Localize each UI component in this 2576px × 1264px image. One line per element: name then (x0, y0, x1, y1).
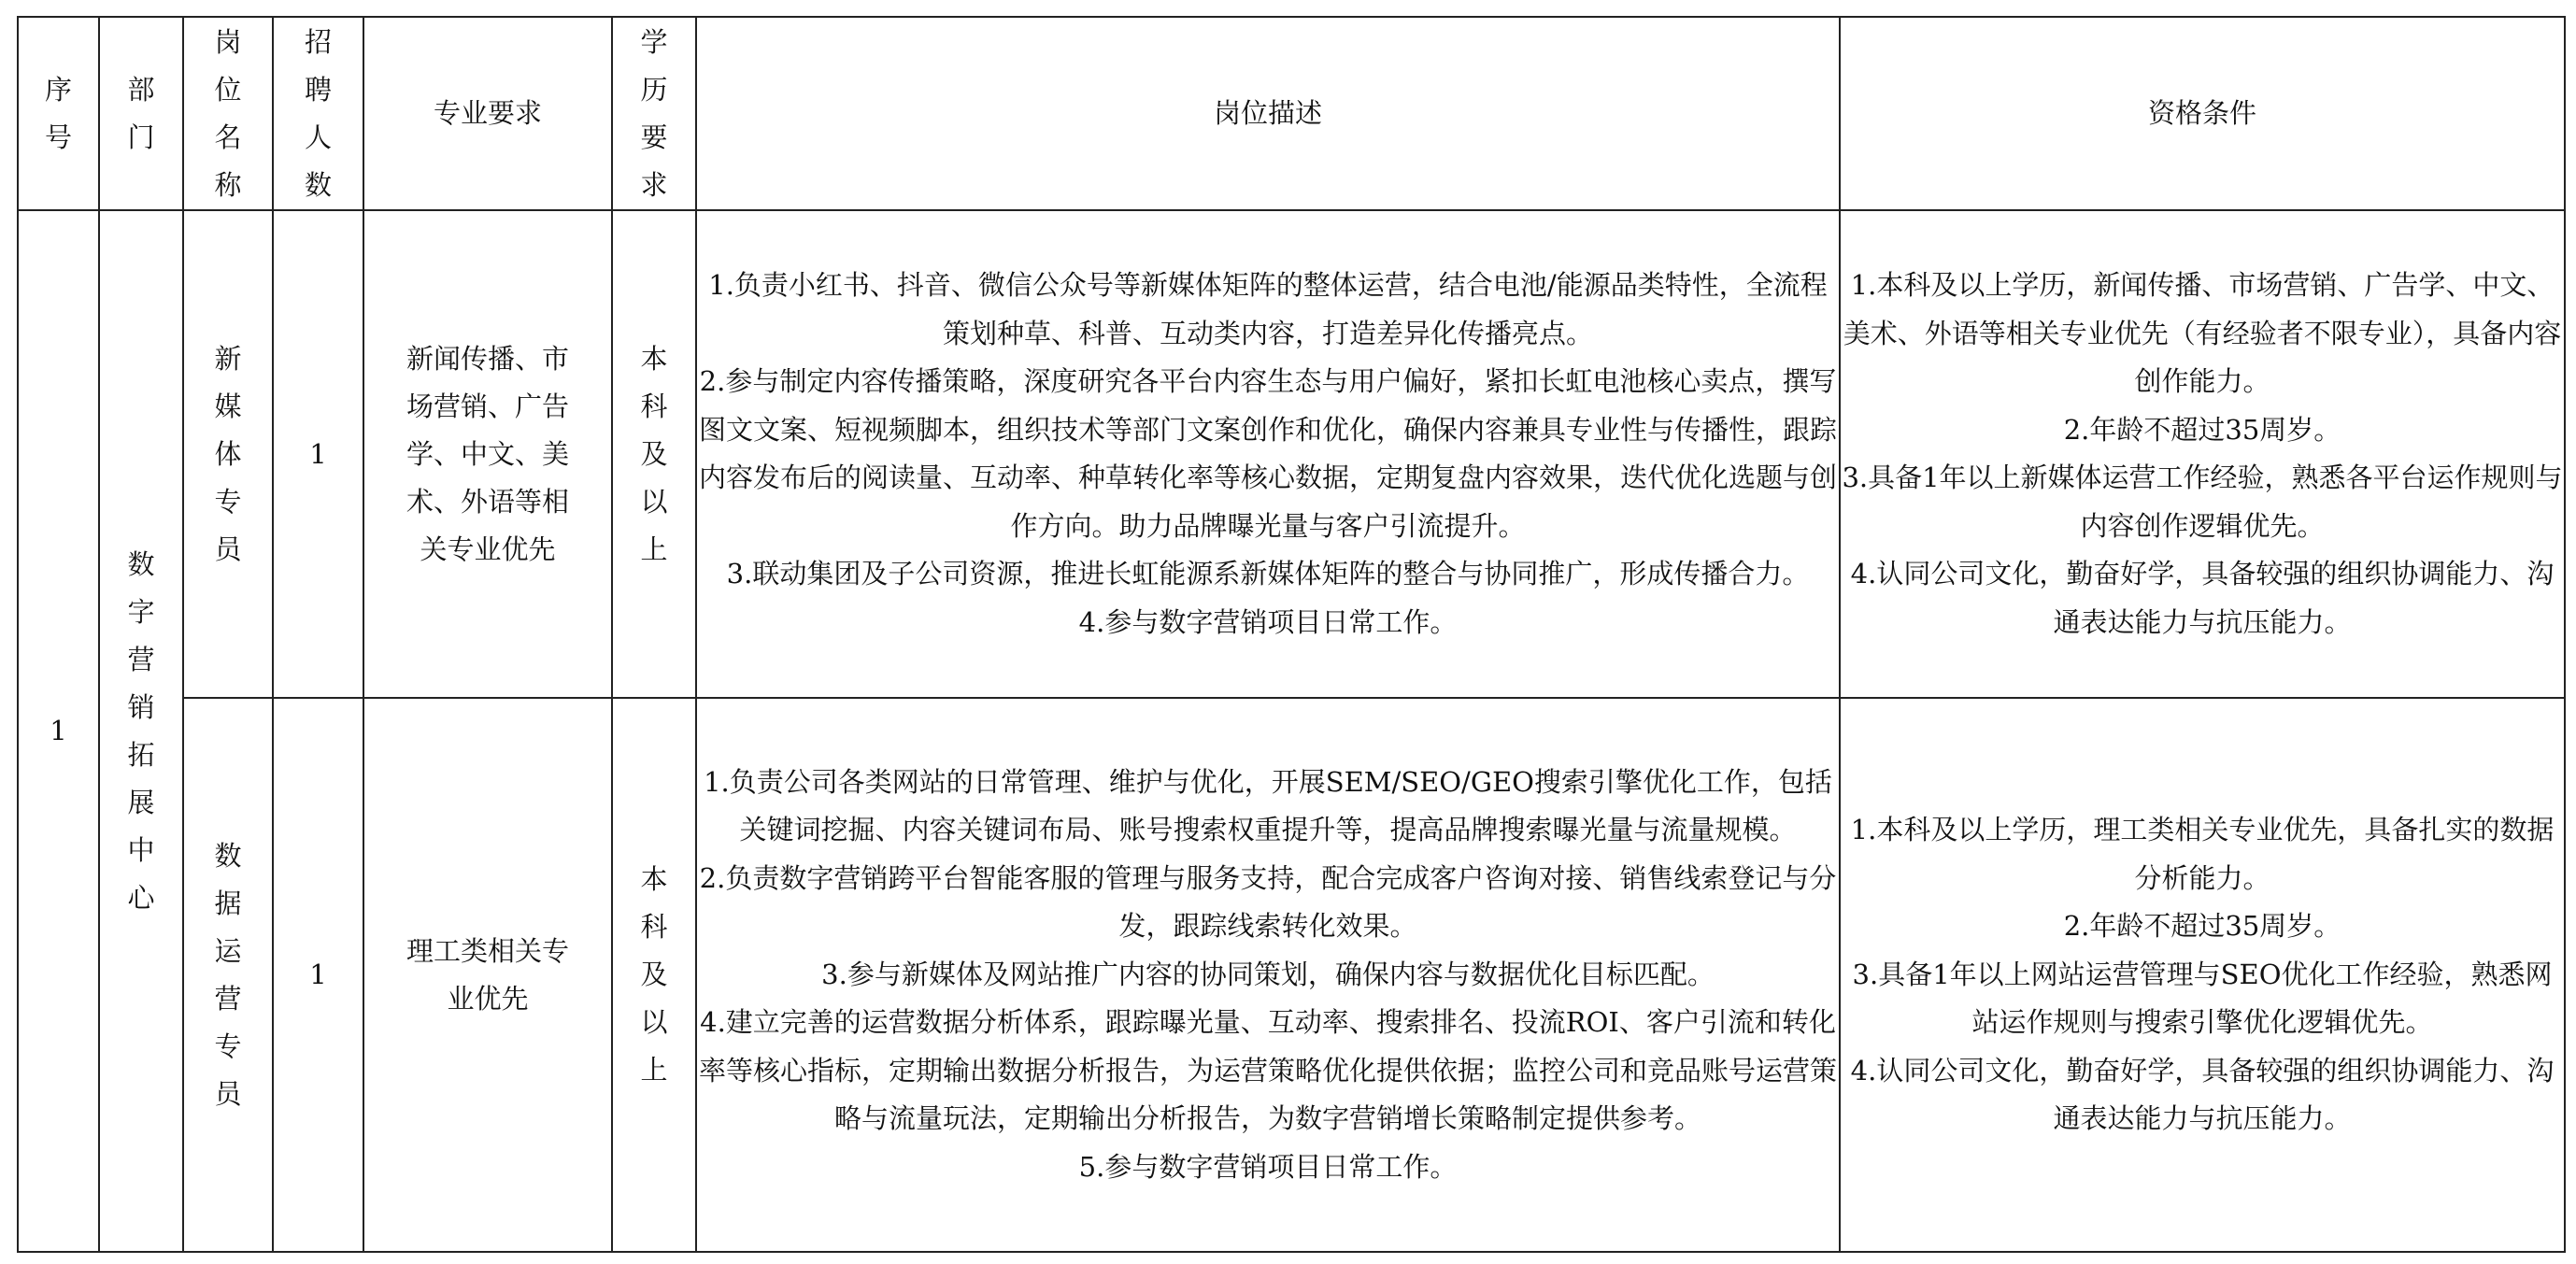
dept-cell: 数字营销拓展中心 (99, 210, 183, 1252)
header-row (18, 17, 2565, 210)
count-cell: 1 (273, 698, 363, 1252)
desc-cell (696, 698, 1840, 1252)
major-cell: 理工类相关专业优先 (363, 698, 612, 1252)
desc-item: 3.参与新媒体及网站推广内容的协同策划，确保内容与数据优化目标匹配。 (821, 958, 1715, 990)
desc-item: 2.参与制定内容传播策略，深度研究各平台内容生态与用户偏好，紧扣长虹电池核心卖点，撰写图文文案、短视频脚本，组织技术等部门文案创作和优化，确保内容兼具专业性与传播性，跟踪内容发布后的阅读量、互动率、种草转化率等核心数据，定期复盘内容效果，迭代优化选题与创作方向。助力品牌曝光量与客户引流提升。 (698, 365, 1837, 542)
header-desc: 岗位描述 (696, 17, 1840, 210)
header-edu: 学历要求 (612, 17, 696, 210)
qual-item: 2.年龄不超过35周岁。 (2063, 910, 2341, 943)
desc-item: 2.负责数字营销跨平台智能客服的管理与服务支持，配合完成客户咨询对接、销售线索登记与分发，跟踪线索转化效果。 (699, 861, 1837, 943)
desc-item: 4.建立完善的运营数据分析体系，跟踪曝光量、互动率、搜索排名、投流ROI、客户引流和转化率等核心指标，定期输出数据分析报告，为运营策略优化提供依据；监控公司和竞品账号运营策略与流量玩法，定期输出分析报告，为数字营销增长策略制定提供参考。 (698, 1006, 1837, 1135)
header-seq: 序号 (18, 17, 99, 210)
header-count: 招聘人数 (273, 17, 363, 210)
qual-item: 3.具备1年以上新媒体运营工作经验，熟悉各平台运作规则与内容创作逻辑优先。 (1842, 462, 2563, 542)
position-cell: 数据运营专员 (183, 698, 273, 1252)
qual-item: 1.本科及以上学历，新闻传播、市场营销、广告学、中文、美术、外语等相关专业优先（有经验者不限专业），具备内容创作能力。 (1843, 269, 2562, 397)
desc-cell (696, 210, 1840, 698)
qual-cell (1840, 210, 2565, 698)
seq-cell: 1 (18, 210, 99, 1252)
qual-item: 2.年龄不超过35周岁。 (2063, 413, 2341, 446)
qual-item: 1.本科及以上学历，理工类相关专业优先，具备扎实的数据分析能力。 (1850, 814, 2555, 894)
desc-item: 4.参与数字营销项目日常工作。 (1078, 605, 1458, 638)
header-qual: 资格条件 (1840, 17, 2565, 210)
edu-cell: 本科及以上 (612, 210, 696, 698)
major-cell: 新闻传播、市场营销、广告学、中文、美术、外语等相关专业优先 (363, 210, 612, 698)
header-major: 专业要求 (363, 17, 612, 210)
desc-item: 1.负责公司各类网站的日常管理、维护与优化，开展SEM/SEO/GEO搜索引擎优化工作，包括关键词挖掘、内容关键词布局、账号搜索权重提升等，提高品牌搜索曝光量与流量规模。 (704, 765, 1832, 846)
count-cell: 1 (273, 210, 363, 698)
header-position: 岗位名称 (183, 17, 273, 210)
recruitment-table (17, 16, 2566, 1253)
qual-item: 4.认同公司文化，勤奋好学，具备较强的组织协调能力、沟通表达能力与抗压能力。 (1850, 558, 2555, 638)
qual-item: 4.认同公司文化，勤奋好学，具备较强的组织协调能力、沟通表达能力与抗压能力。 (1850, 1054, 2555, 1135)
qual-item: 3.具备1年以上网站运营管理与SEO优化工作经验，熟悉网站运作规则与搜索引擎优化逻辑优先。 (1852, 958, 2553, 1039)
qual-cell (1840, 698, 2565, 1252)
position-cell: 新媒体专员 (183, 210, 273, 698)
table-row (18, 210, 2565, 698)
edu-cell: 本科及以上 (612, 698, 696, 1252)
desc-item: 1.负责小红书、抖音、微信公众号等新媒体矩阵的整体运营，结合电池/能源品类特性，全流程策划种草、科普、互动类内容，打造差异化传播亮点。 (708, 269, 1828, 349)
desc-item: 5.参与数字营销项目日常工作。 (1078, 1150, 1458, 1183)
header-dept: 部门 (99, 17, 183, 210)
desc-item: 3.联动集团及子公司资源，推进长虹能源系新媒体矩阵的整合与协同推广，形成传播合力。 (726, 558, 1810, 589)
table-row (18, 698, 2565, 1252)
